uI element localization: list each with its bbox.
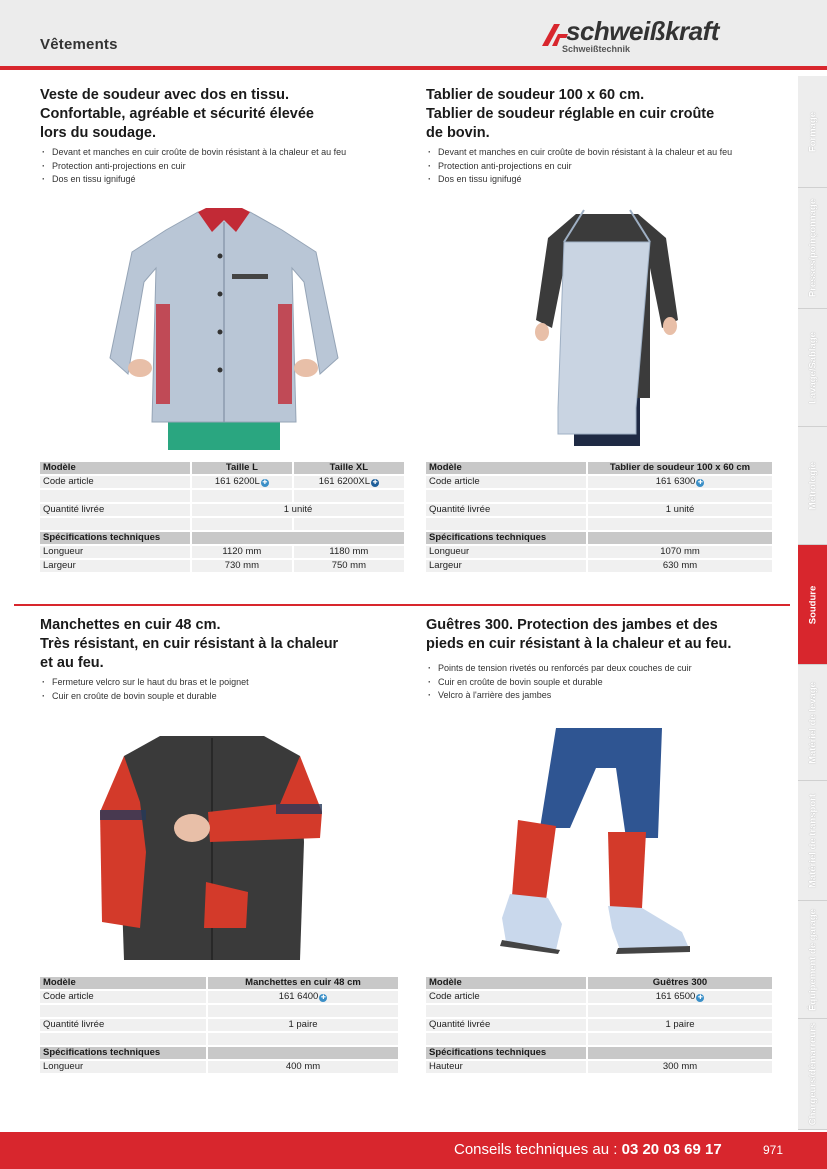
empty-cell <box>192 518 292 530</box>
jacket-image <box>106 208 342 450</box>
spec-value: 1070 mm <box>588 546 772 558</box>
empty-cell <box>426 490 586 502</box>
feature-list <box>426 146 786 187</box>
column-header: Taille XL <box>294 462 404 474</box>
tab-presses[interactable] <box>798 188 827 309</box>
tab-label: Matériel de transport <box>807 793 818 888</box>
feature-item: · Dos en tissu ignifugé <box>426 173 786 187</box>
spec-value: 750 mm <box>294 560 404 572</box>
spec-label: Longueur <box>426 546 586 558</box>
specs-label: Spécifications techniques <box>40 1047 206 1059</box>
article-code-cell <box>588 476 772 488</box>
qty-label: Quantité livrée <box>426 1019 586 1031</box>
title-line: Guêtres 300. Protection des jambes et des <box>426 617 718 633</box>
tab-label: Matériel de levage <box>807 681 818 764</box>
info-badge-icon: ✚ <box>372 480 378 486</box>
footer-label: Conseils techniques au : <box>454 1141 622 1158</box>
feature-item: · Devant et manches en cuir croûte de bovin résistant à la chaleur et au feu <box>426 146 786 160</box>
spec-label: Largeur <box>40 560 190 572</box>
empty-cell <box>588 1005 772 1017</box>
info-badge-icon: ✚ <box>697 480 703 486</box>
empty-cell <box>426 1033 586 1045</box>
tab-chargeurs[interactable] <box>798 1019 827 1130</box>
feature-item: · Dos en tissu ignifugé <box>40 173 400 187</box>
feature-list <box>40 146 400 187</box>
qty-value: 1 paire <box>208 1019 398 1031</box>
tab-formage[interactable] <box>798 76 827 188</box>
article-code: 161 6400 <box>278 991 319 1002</box>
tab-metrologie[interactable] <box>798 427 827 545</box>
empty-cell <box>426 518 586 530</box>
product-apron <box>426 86 786 187</box>
spec-value: 630 mm <box>588 560 772 572</box>
feature-item: · Protection anti-projections en cuir <box>426 160 786 174</box>
gaiters-image <box>496 728 696 954</box>
tab-label: Chargeurs/démarreurs <box>807 1022 818 1126</box>
brand-name: schweißkraft <box>566 16 719 46</box>
spec-label: Hauteur <box>426 1061 586 1073</box>
article-label: Code article <box>40 991 206 1003</box>
product-title <box>426 616 786 654</box>
title-line: Manchettes en cuir 48 cm. <box>40 617 221 633</box>
title-line: et au feu. <box>40 655 104 671</box>
empty-cell <box>426 1005 586 1017</box>
spec-value: 1180 mm <box>294 546 404 558</box>
title-line: Très résistant, en cuir résistant à la chaleur <box>40 636 339 652</box>
empty-cell <box>208 1047 398 1059</box>
empty-cell <box>588 518 772 530</box>
section-title: Vêtements <box>40 36 118 53</box>
article-label: Code article <box>40 476 190 488</box>
article-label: Code article <box>426 476 586 488</box>
spec-table-gaiters <box>424 975 774 1075</box>
spec-value: 1120 mm <box>192 546 292 558</box>
specs-label: Spécifications techniques <box>426 532 586 544</box>
qty-value: 1 unité <box>588 504 772 516</box>
tab-label: Presses/poinçonnage <box>807 198 818 298</box>
product-title <box>40 86 400 143</box>
tab-label: Métrologie <box>807 461 818 510</box>
brand-subtitle: Schweißtechnik <box>562 44 631 54</box>
feature-item: · Devant et manches en cuir croûte de bovin résistant à la chaleur et au feu <box>40 146 400 160</box>
article-code: 161 6200L <box>214 476 260 487</box>
feature-item: · Protection anti-projections en cuir <box>40 160 400 174</box>
info-badge-icon: ✚ <box>262 480 268 486</box>
sleeves-image <box>100 732 324 962</box>
column-header: Guêtres 300 <box>588 977 772 989</box>
info-badge-icon: ✚ <box>320 995 326 1001</box>
article-code-cell <box>294 476 404 488</box>
feature-list <box>426 662 786 703</box>
product-sleeves <box>40 616 400 703</box>
empty-cell <box>588 1033 772 1045</box>
title-line: pieds en cuir résistant à la chaleur et au feu. <box>426 636 732 652</box>
tab-equipement-garage[interactable] <box>798 901 827 1019</box>
article-code-cell <box>192 476 292 488</box>
title-line: Tablier de soudeur 100 x 60 cm. <box>426 87 645 103</box>
title-line: Tablier de soudeur réglable en cuir croûte <box>426 106 715 122</box>
empty-cell <box>588 532 772 544</box>
article-code-cell <box>208 991 398 1003</box>
qty-label: Quantité livrée <box>40 1019 206 1031</box>
feature-item: · Cuir en croûte de bovin souple et durable <box>426 676 786 690</box>
article-code: 161 6200XL <box>318 476 370 487</box>
specs-label: Spécifications techniques <box>426 1047 586 1059</box>
article-code-cell <box>588 991 772 1003</box>
tab-label: Soudure <box>807 585 818 624</box>
spec-table-sleeves <box>38 975 400 1075</box>
feature-item: · Points de tension rivetés ou renforcés par deux couches de cuir <box>426 662 786 676</box>
info-badge-icon: ✚ <box>697 995 703 1001</box>
specs-label: Spécifications techniques <box>40 532 190 544</box>
product-title <box>40 616 400 673</box>
qty-label: Quantité livrée <box>40 504 190 516</box>
tab-label: Équipement de garage <box>807 908 818 1011</box>
page-number: 971 <box>763 1143 784 1157</box>
empty-cell <box>40 1005 206 1017</box>
tab-lavage[interactable] <box>798 309 827 427</box>
header-accent-line <box>0 66 827 70</box>
spec-value: 300 mm <box>588 1061 772 1073</box>
tab-label: Lavage/Sablage <box>807 331 818 404</box>
model-label: Modèle <box>426 977 586 989</box>
tab-label: Formage <box>807 111 818 152</box>
article-code: 161 6500 <box>655 991 696 1002</box>
model-label: Modèle <box>40 977 206 989</box>
tab-materiel-transport[interactable] <box>798 781 827 901</box>
empty-cell <box>40 1033 206 1045</box>
tab-soudure[interactable] <box>798 545 827 665</box>
apron-image <box>534 208 680 448</box>
empty-cell <box>40 518 190 530</box>
footer-phone-link[interactable]: 03 20 03 69 17 <box>621 1141 722 1158</box>
footer-contact <box>454 1141 722 1158</box>
title-line: Confortable, agréable et sécurité élevée <box>40 106 314 122</box>
empty-cell <box>588 1047 772 1059</box>
spec-label: Largeur <box>426 560 586 572</box>
empty-cell <box>192 532 404 544</box>
empty-cell <box>208 1005 398 1017</box>
column-header: Manchettes en cuir 48 cm <box>208 977 398 989</box>
tab-materiel-levage[interactable] <box>798 665 827 781</box>
feature-item: · Cuir en croûte de bovin souple et durable <box>40 690 400 704</box>
article-label: Code article <box>426 991 586 1003</box>
column-header: Tablier de soudeur 100 x 60 cm <box>588 462 772 474</box>
title-line: lors du soudage. <box>40 125 157 141</box>
empty-cell <box>294 490 404 502</box>
product-title <box>426 86 786 143</box>
spec-value: 730 mm <box>192 560 292 572</box>
column-header: Taille L <box>192 462 292 474</box>
model-label: Modèle <box>40 462 190 474</box>
empty-cell <box>208 1033 398 1045</box>
page-footer <box>0 1132 827 1169</box>
product-gaiters <box>426 616 786 703</box>
empty-cell <box>192 490 292 502</box>
model-label: Modèle <box>426 462 586 474</box>
product-jacket <box>40 86 400 187</box>
empty-cell <box>294 518 404 530</box>
section-divider <box>14 604 790 606</box>
spec-table-apron <box>424 460 774 574</box>
spec-label: Longueur <box>40 546 190 558</box>
spec-value: 400 mm <box>208 1061 398 1073</box>
feature-item: · Velcro à l'arrière des jambes <box>426 689 786 703</box>
qty-label: Quantité livrée <box>426 504 586 516</box>
qty-value: 1 unité <box>192 504 404 516</box>
qty-value: 1 paire <box>588 1019 772 1031</box>
spec-table-jacket <box>38 460 406 574</box>
article-code: 161 6300 <box>655 476 696 487</box>
title-line: de bovin. <box>426 125 490 141</box>
brand-logo <box>540 18 790 58</box>
feature-list <box>40 676 400 703</box>
feature-item: · Fermeture velcro sur le haut du bras et le poignet <box>40 676 400 690</box>
empty-cell <box>40 490 190 502</box>
category-tabs <box>798 76 827 1130</box>
title-line: Veste de soudeur avec dos en tissu. <box>40 87 290 103</box>
spec-label: Longueur <box>40 1061 206 1073</box>
empty-cell <box>588 490 772 502</box>
